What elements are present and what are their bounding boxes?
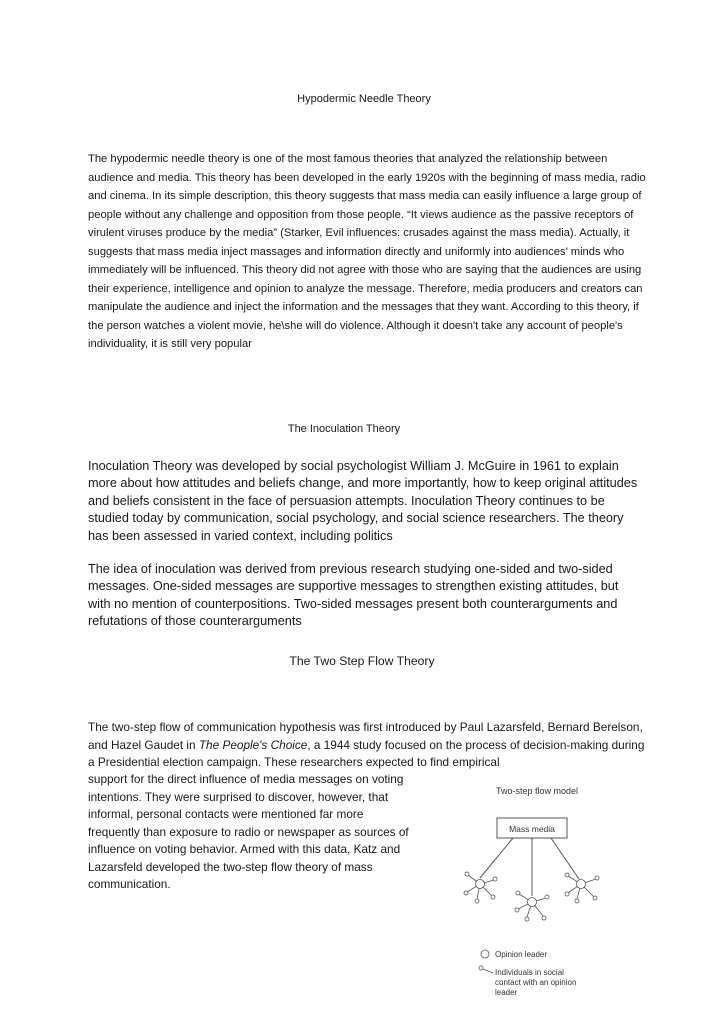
opinion-leader-cluster-right (565, 873, 599, 903)
book-title: The People's Choice (198, 737, 308, 752)
paragraph-hypodermic: The hypodermic needle theory is one of the most famous theories that analyzed the relationship between audience and media. This theory has been developed in the early 1920s with the beginning of mass media, radio and cinema. In its simple description, this theory suggests that mass media can easily influence a large group of people without any challenge and opposition from those people. “It views audience as the passive receptors of virulent viruses produce by the media” (Starker, Evil influences: crusades against the mass media). Actually, it suggests that mass media inject massages and information directly and uniformly into audiences’ minds who immediately will be influenced. This theory did not agree with those who are saying that the audiences are using their experience, intelligence and opinion to analyze the message. Therefore, media producers and creators can manipulate the audience and inject the information and the messages that they want. According to this theory, if the person watches a violent movie, he\she will do violence. Although it doesn't take any account of people's individuality, it is still very popular (88, 153, 646, 350)
section-title-hypodermic: Hypodermic Needle Theory (297, 93, 431, 105)
legend-individual-icon (479, 966, 493, 973)
legend-individuals-line-3: leader (495, 988, 518, 997)
two-step-flow-diagram (455, 776, 625, 1016)
legend-opinion-leader-icon (481, 950, 489, 958)
paragraph-two-step-intro (88, 719, 653, 772)
diagram-title: Two-step flow model (496, 786, 579, 796)
legend-opinion-leader-label: Opinion leader (495, 950, 548, 959)
two-step-line: informal, personal contacts were mentioned far more (88, 807, 364, 821)
paragraph-inoculation-1: Inoculation Theory was developed by social psychologist William J. McGuire in 1961 to explain more about how attitudes and beliefs change, and more importantly, how to keep original attitudes and beliefs consistent in the face of persuasion attempts. Inoculation Theory continues to be studied today by communication, social psychology, and social science researchers. The theory has been assessed in varied context, including politics (88, 459, 638, 543)
legend-individuals-line-1: Individuals in social (495, 968, 564, 977)
mass-media-label: Mass media (509, 824, 555, 834)
two-step-text-start: The two-step flow of communication hypothesis was first introduced by Paul Lazarsfeld, Bernard Berelson, and Hazel Gaudet in (88, 720, 643, 752)
flow-arrows (480, 838, 579, 896)
two-step-line: influence on voting behavior. Armed with this data, Katz and (88, 842, 401, 856)
paragraph-inoculation-2: The idea of inoculation was derived from previous research studying one-sided and two-sided messages. One-sided messages are supportive messages to strengthen existing attitudes, but with no mention of counterpositions. Two-sided messages present both counterarguments and refutations of those counterarguments (88, 562, 619, 629)
two-step-line: frequently than exposure to radio or newspaper as sources of (88, 824, 409, 839)
two-step-line: Lazarsfeld developed the two-step flow theory of mass (88, 859, 373, 874)
two-step-line: support for the direct influence of media messages on voting (88, 772, 404, 786)
paragraph-two-step-wrapped (88, 771, 448, 894)
legend-individuals-line-2: contact with an opinion (495, 978, 577, 987)
two-step-line: intentions. They were surprised to discover, however, that (88, 789, 389, 804)
two-step-text-continued: , a 1944 study focused on the process of decision-making during a Presidential election campaign. These researchers expected to find empirical (88, 737, 645, 769)
section-title-inoculation: The Inoculation Theory (287, 423, 401, 435)
section-title-two-step: The Two Step Flow Theory (289, 654, 435, 668)
two-step-line: communication. (88, 877, 171, 891)
